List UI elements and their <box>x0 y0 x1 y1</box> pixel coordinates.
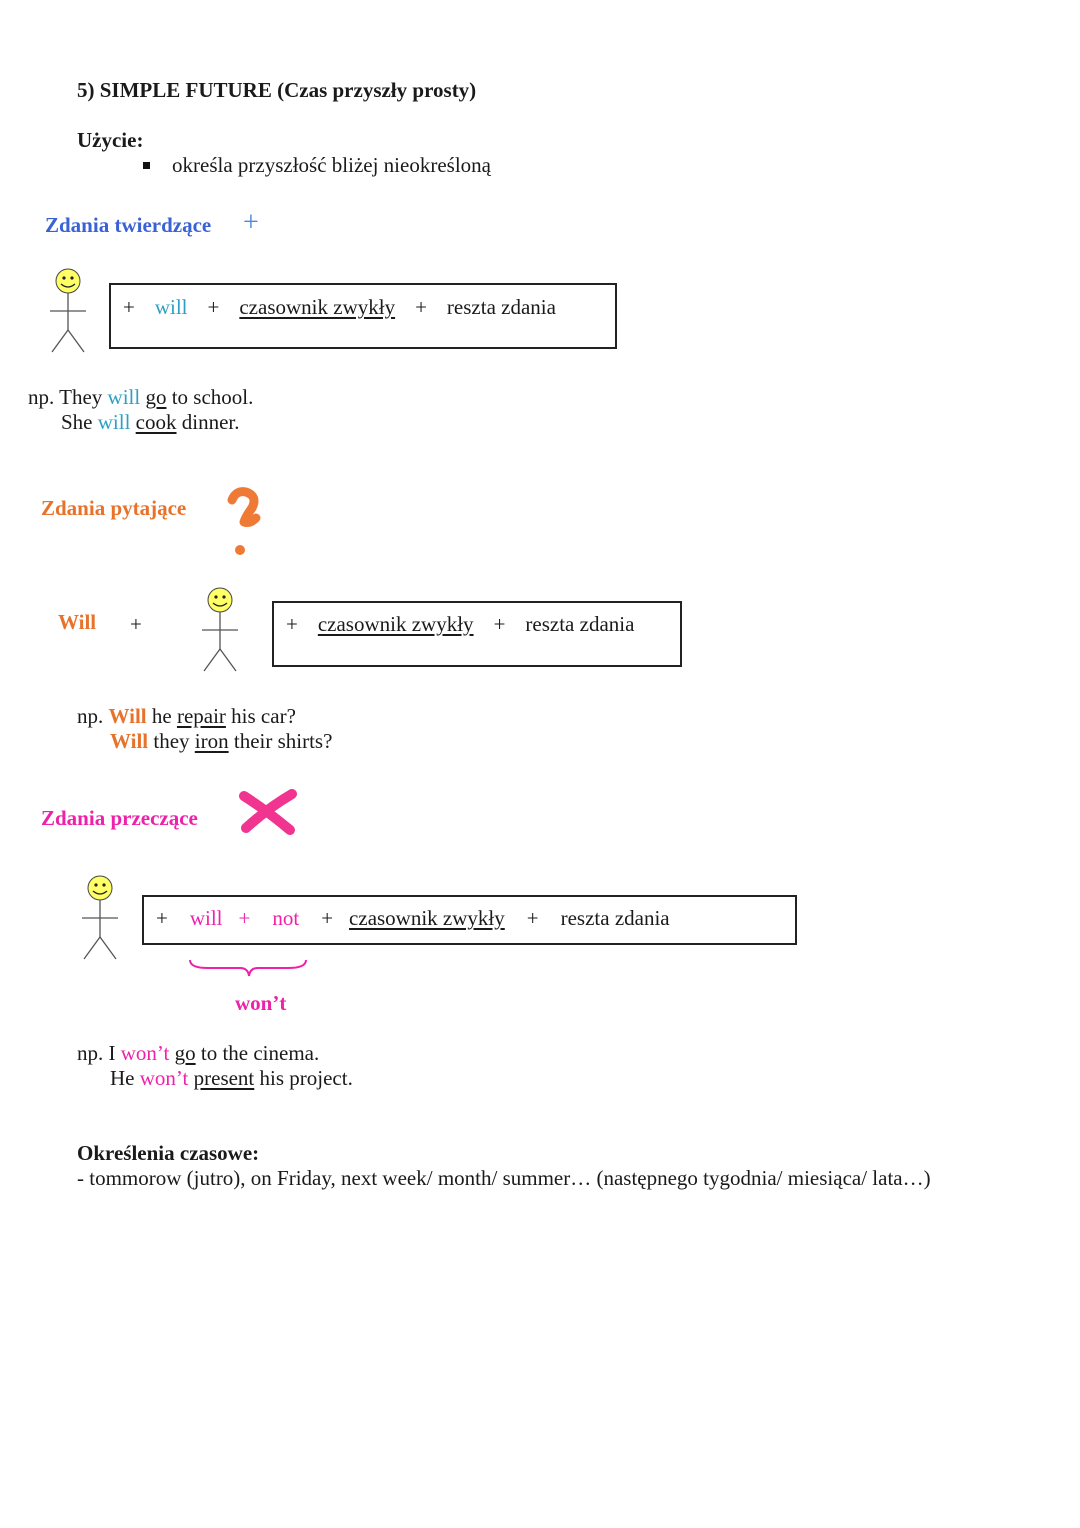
time-expressions-heading: Określenia czasowe: <box>77 1141 260 1165</box>
interrogative-formula-box: + czasownik zwykły + reszta zdania <box>272 601 682 667</box>
formula-verb: czasownik zwykły <box>239 295 396 319</box>
formula-will: will <box>189 906 223 930</box>
affirmative-heading: Zdania twierdzące <box>45 213 212 237</box>
brace-icon <box>188 958 308 980</box>
stick-figure-icon <box>200 584 242 674</box>
stick-figure-icon <box>48 265 90 355</box>
affirmative-example-1: np. They will go to school. <box>28 385 254 409</box>
stick-figure-icon <box>80 872 122 962</box>
usage-bullet <box>143 153 491 178</box>
affirmative-formula-box: + will + czasownik zwykły + reszta zdania <box>109 283 617 349</box>
negative-heading: Zdania przeczące <box>41 806 198 830</box>
usage-bullet-text: określa przyszłość bliżej nieokreśloną <box>172 153 491 177</box>
time-expressions-text: - tommorow (jutro), on Friday, next week/ month/ summer… (następnego tygodnia/ miesiąca/ lata…) <box>77 1166 931 1190</box>
page-title: 5) SIMPLE FUTURE (Czas przyszły prosty) <box>77 78 477 102</box>
formula-rest: reszta zdania <box>525 612 635 636</box>
negative-example-1: np. I won’t go to the cinema. <box>77 1041 320 1065</box>
formula-rest: reszta zdania <box>560 906 670 930</box>
formula-verb: czasownik zwykły <box>317 612 474 636</box>
interrogative-heading: Zdania pytające <box>41 496 187 520</box>
usage-heading: Użycie: <box>77 128 144 152</box>
affirmative-example-2: She will cook dinner. <box>61 410 240 434</box>
negative-formula-box: + will + not + czasownik zwykły + reszta zdania <box>142 895 797 945</box>
interrogative-example-1: np. Will he repair his car? <box>77 704 296 728</box>
formula-rest: reszta zdania <box>446 295 556 319</box>
plus-icon: + <box>243 207 259 238</box>
interrogative-plus: + <box>130 612 142 636</box>
cross-icon <box>238 788 300 836</box>
bullet-square-icon <box>143 162 150 169</box>
formula-not: not <box>272 906 300 930</box>
negative-example-2: He won’t present his project. <box>110 1066 353 1090</box>
formula-verb: czasownik zwykły <box>349 906 505 930</box>
negative-contraction: won’t <box>235 991 287 1015</box>
interrogative-will: Will <box>58 610 97 634</box>
formula-will: will <box>154 295 188 319</box>
interrogative-example-2: Will they iron their shirts? <box>110 729 333 753</box>
question-mark-icon <box>222 488 264 560</box>
